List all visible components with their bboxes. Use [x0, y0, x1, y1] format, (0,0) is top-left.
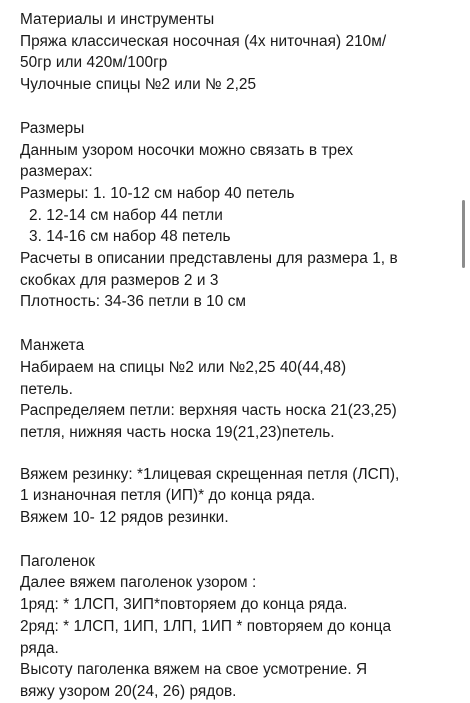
leg-line-1: Далее вяжем паголенок узором :: [20, 574, 257, 592]
materials-line-2: 50гр или 420м/100гр: [20, 54, 168, 72]
sizes-line-4: 2. 12-14 см набор 44 петли: [29, 206, 223, 224]
cuff-line-2: петель.: [20, 380, 73, 398]
leg-line-2: 1ряд: * 1ЛСП, 3ИП*повторяем до конца ряда.: [20, 596, 348, 614]
rib-section: [20, 464, 456, 529]
sizes-line-1: Данным узором носочки можно связать в трех: [20, 141, 354, 159]
vertical-scrollbar[interactable]: [462, 200, 465, 268]
leg-line-5: Высоту паголенка вяжем на свое усмотрение. Я: [20, 661, 368, 679]
sizes-heading: Размеры: [20, 119, 85, 137]
spacer: [20, 529, 456, 551]
leg-line-4: ряда.: [20, 639, 59, 657]
sizes-line-8: Плотность: 34-36 петли в 10 см: [20, 293, 247, 311]
spacer: [20, 96, 456, 118]
cuff-line-1: Набираем на спицы №2 или №2,25 40(44,48): [20, 358, 347, 376]
sizes-line-6: Расчеты в описании представлены для размера 1, в: [20, 250, 398, 268]
leg-line-3: 2ряд: * 1ЛСП, 1ИП, 1ЛП, 1ИП * повторяем до конца: [20, 617, 392, 635]
spacer: [20, 313, 456, 335]
sizes-section: [20, 118, 456, 313]
materials-line-1: Пряжа классическая носочная (4х ниточная) 210м/: [20, 32, 387, 50]
materials-line-3: Чулочные спицы №2 или № 2,25: [20, 76, 257, 94]
rib-line-2: 1 изнаночная петля (ИП)* до конца ряда.: [20, 487, 316, 505]
cuff-section: [20, 335, 456, 444]
sizes-line-7: скобках для размеров 2 и 3: [20, 271, 219, 289]
sizes-line-2: размерах:: [20, 163, 93, 181]
sizes-line-5: 3. 14-16 см набор 48 петель: [29, 228, 231, 246]
leg-line-6: вяжу узором 20(24, 26) рядов.: [20, 682, 237, 700]
cuff-heading: Манжета: [20, 337, 85, 355]
materials-heading: Материалы и инструменты: [20, 11, 215, 28]
leg-heading: Паголенок: [20, 552, 95, 570]
sizes-line-3: Размеры: 1. 10-12 см набор 40 петель: [20, 184, 295, 202]
cuff-line-3: Распределяем петли: верхняя часть носка 21(23,25): [20, 402, 397, 420]
rib-line-3: Вяжем 10- 12 рядов резинки.: [20, 509, 229, 527]
cuff-line-4: петля, нижняя часть носка 19(21,23)петель.: [20, 423, 335, 441]
leg-section: [20, 551, 456, 703]
materials-section: [20, 9, 456, 96]
spacer: [20, 444, 456, 464]
rib-line-1: Вяжем резинку: *1лицевая скрещенная петля (ЛСП),: [20, 465, 400, 483]
